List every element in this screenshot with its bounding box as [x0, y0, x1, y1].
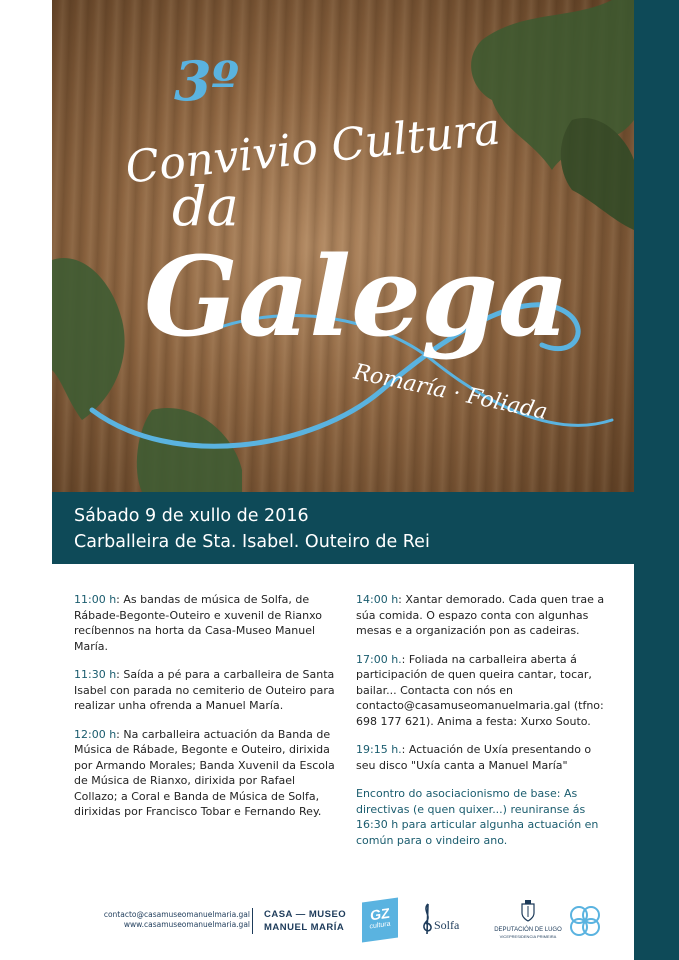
logo-casa-museo: [264, 908, 360, 934]
logo-deputacion-lugo: [478, 900, 578, 940]
schedule-text: : Na carballeira actuación da Banda de Música de Rábade, Begonte e Outeiro, dirixida por Armando Morales; Banda Xuvenil da Escola de Música de Rianxo, dirixida por Rafael Collazo; a Coral e Banda de Música de Solfa, dirixidas por Francisco Tobar e Fernando Rey.: [74, 727, 335, 818]
schedule-time: 11:00 h: [74, 593, 117, 606]
schedule-text: : Xantar demorado. Cada quen trae a súa comida. O espazo conta con algunhas mesas e a organización pon as cadeiras.: [356, 593, 605, 637]
schedule-item: [74, 592, 336, 654]
logo-solfa-label: Solfa: [434, 918, 460, 932]
schedule-text: : Actuación de Uxía presentando o seu disco "Uxía canta a Manuel María": [356, 743, 592, 772]
poster-hero-image: [52, 0, 634, 492]
sponsor-footer: [52, 890, 634, 960]
treble-clef-icon: [420, 902, 434, 936]
interlocking-circles-icon: [568, 904, 602, 938]
schedule-item: [356, 742, 606, 773]
schedule-item: [356, 592, 606, 639]
poster-subtitle: Romaría · Foliada: [351, 359, 550, 426]
event-date: Sábado 9 de xullo de 2016: [74, 506, 309, 526]
schedule-text: : As bandas de música de Solfa, de Rábade-Begonte-Outeiro e xuvenil de Rianxo recíbennos na horta da Casa-Museo Manuel María.: [74, 593, 322, 653]
footer-contact: [70, 910, 250, 930]
logo-solfa: [420, 902, 468, 938]
schedule-item: [356, 652, 606, 730]
schedule-text: : Foliada na carballeira aberta á participación de quen queira cantar, tocar, bailar... Contacta con nós en contacto@casamuseomanuelmaria.gal (tfno: 698 177 621). Anima a festa: Xurxo Souto.: [356, 652, 604, 728]
logo-casa-museo-line1: CASA — MUSEO: [264, 909, 347, 920]
event-banner: [52, 492, 634, 564]
schedule-time: 12:00 h: [74, 727, 117, 741]
logo-deputacion-line1: DEPUTACIÓN DE LUGO: [494, 927, 562, 933]
right-teal-strip: [634, 0, 679, 960]
schedule-left-column: [74, 592, 336, 833]
logo-gz-cultura: [362, 897, 398, 942]
footer-divider: [252, 908, 253, 934]
hero-artwork: [52, 0, 634, 492]
logo-gz-sub: cultura: [369, 920, 391, 931]
title-line-3: Galega: [144, 232, 570, 361]
schedule-time: 14:00 h: [356, 593, 399, 606]
schedule-item: [74, 727, 336, 820]
schedule-item: [74, 667, 336, 714]
footer-website[interactable]: www.casamuseomanuelmaria.gal: [123, 920, 250, 929]
closing-note: Encontro do asociacionismo de base: As directivas (e quen quixer...) reuniranse ás 16:30 h para articular algunha actuación en común para o vindeiro ano.: [356, 787, 599, 847]
schedule-time: 19:15 h.: [356, 743, 402, 756]
schedule-time: 11:30 h: [74, 668, 117, 681]
logo-casa-museo-line2: MANUEL MARÍA: [264, 922, 345, 933]
edition-number: 3º: [174, 49, 239, 113]
schedule-text: : Saída a pé para a carballeira de Santa Isabel con parada no cemiterio de Outeiro para realizar unha ofrenda a Manuel María.: [74, 668, 335, 712]
schedule-right-column: [356, 592, 606, 861]
footer-email[interactable]: contacto@casamuseomanuelmaria.gal: [103, 910, 250, 919]
title-line-1: Convivio Cultura: [123, 103, 503, 194]
logo-circles: [568, 904, 602, 938]
event-place: Carballeira de Sta. Isabel. Outeiro de Rei: [74, 532, 430, 552]
coat-of-arms-icon: [520, 900, 536, 922]
schedule-time: 17:00 h.: [356, 652, 402, 666]
logo-gz-label: GZ: [370, 904, 390, 924]
title-line-2: da: [172, 175, 239, 238]
logo-deputacion-line2: VICEPRESIDENCIA PRIMEIRA: [499, 934, 557, 939]
